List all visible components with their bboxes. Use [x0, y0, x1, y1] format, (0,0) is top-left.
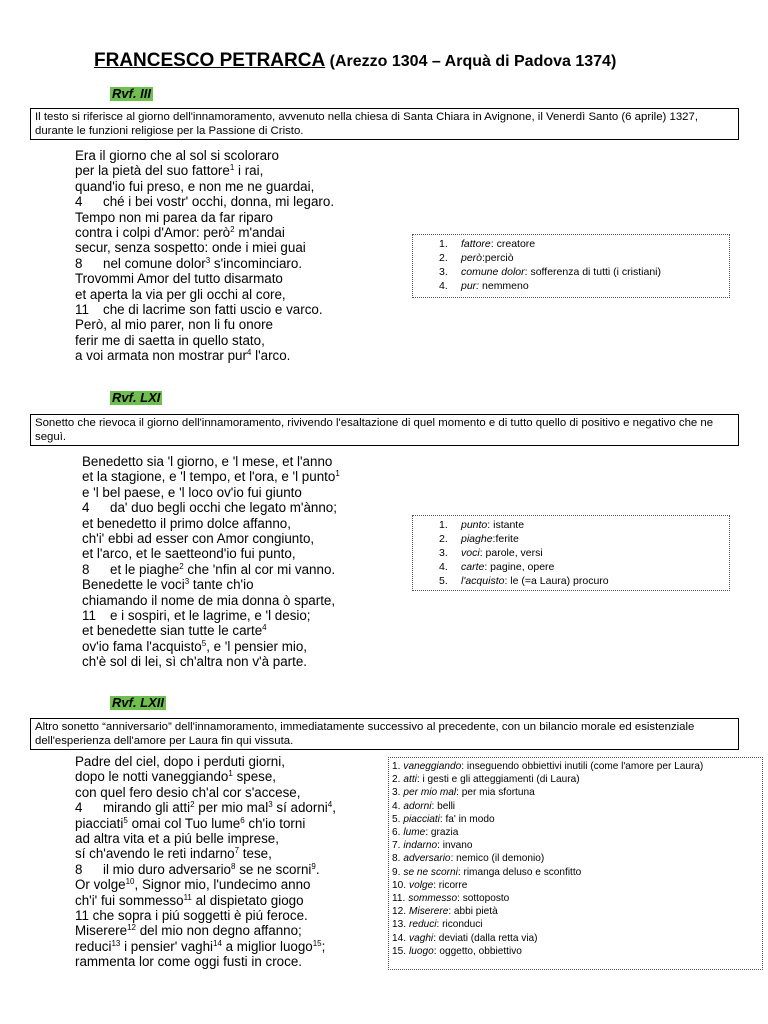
footnote-term: indarno	[403, 840, 438, 852]
section-heading-rvf-lxii: Rvf. LXII	[112, 695, 165, 710]
poem-line	[82, 593, 340, 608]
footnote-ref: 5	[123, 815, 128, 825]
footnote-term: atti	[403, 774, 417, 786]
poem-line	[75, 939, 336, 954]
footnote-term: adorni	[403, 800, 432, 812]
poem-line	[75, 754, 336, 769]
footnote-definition: : pagine, opere	[484, 561, 555, 573]
verse-text: et le piaghe	[110, 561, 180, 577]
verse-text-tail: .	[315, 861, 320, 877]
footnote-number: 12.	[392, 906, 407, 918]
footnote-term: per mio mal	[403, 787, 457, 799]
footnote-item	[439, 574, 729, 588]
footnote-definition: : deviati (dalla retta via)	[433, 932, 538, 944]
footnote-ref: 3	[268, 800, 273, 810]
poem-line	[82, 562, 340, 577]
verse-text-tail: s'incominciaro.	[210, 255, 303, 271]
verse-text-tail: ch'io torni	[244, 815, 306, 831]
verse-number: 4	[75, 194, 83, 210]
footnote-ref: 4	[327, 800, 333, 810]
verse-text: mirando gli atti	[103, 800, 191, 816]
footnote-item	[439, 532, 729, 546]
verse-text: Padre del ciel, dopo i perduti giorni,	[75, 754, 285, 769]
verse-text-tail: i pensier' vaghi	[120, 938, 214, 954]
verse-text: Benedette le voci	[82, 577, 185, 593]
footnote-term: punto	[461, 519, 488, 531]
notes-box-rvf-iii	[412, 234, 730, 298]
poem-line	[82, 531, 340, 546]
footnote-number: 3.	[439, 266, 448, 278]
footnote-ref: 2	[179, 561, 184, 571]
verse-text: e 'l bel paese, e 'l loco ov'io fui giunto	[82, 484, 302, 500]
footnote-term: carte	[461, 561, 485, 573]
section-intro-rvf-lxii: Altro sonetto “anniversario” dell'innamoramento, immediatamente successivo al precedente, con un bilancio morale ed esistenziale dell'esperienza dell'amore per Laura fin qui vissuta.	[30, 718, 739, 750]
verse-text: ché i bei vostr' occhi, donna, mi legaro.	[103, 194, 335, 210]
verse-text: et la stagione, e 'l tempo, et l'ora, e 'l punto	[82, 469, 336, 485]
section-intro-rvf-iii: Il testo si riferisce al giorno dell'innamoramento, avvenuto nella chiesa di Santa Chiara in Avignone, il Venerdì Santo (6 aprile) 1327, durante le funzioni religiose per la Passione di Cristo.	[30, 108, 739, 140]
footnote-definition: : rimanga deluso e sconfitto	[457, 866, 582, 878]
footnote-number: 7.	[392, 840, 401, 852]
verse-text: che di lacrime son fatti uscio e varco.	[103, 302, 323, 318]
poem-line	[82, 608, 340, 623]
verse-text: ch'i' ebbi ad esser con Amor congiunto,	[82, 531, 315, 547]
footnote-definition: : abbi pietà	[448, 906, 498, 918]
footnote-number: 4.	[439, 280, 448, 292]
verse-text: et benedetto il primo dolce affanno,	[82, 515, 291, 531]
verse-text-tail: tante ch'io	[189, 577, 254, 593]
footnote-ref: 2	[230, 225, 235, 235]
footnote-term: piaghe	[461, 533, 493, 545]
footnote-item	[439, 560, 729, 574]
poem-line	[82, 639, 340, 654]
footnote-number: 1.	[392, 761, 401, 772]
verse-text: Trovommi Amor del tutto disarmato	[75, 271, 283, 287]
footnote-number: 13.	[392, 919, 407, 931]
footnote-item	[439, 251, 729, 265]
footnote-ref: 9	[311, 861, 316, 871]
verse-text: con quel fero desio ch'al cor s'accese,	[75, 784, 301, 800]
notes-box-rvf-lxi	[412, 515, 730, 591]
poem-line	[82, 654, 340, 669]
poem-line	[82, 469, 340, 484]
verse-text: rammenta lor come oggi fusti in croce.	[75, 954, 302, 970]
footnote-definition: : oggetto, obbiettivo	[433, 945, 522, 957]
poem-line	[82, 516, 340, 531]
footnote-term: volge	[409, 879, 434, 891]
notes-box-rvf-lxii	[388, 757, 763, 970]
verse-text: Benedetto sia 'l giorno, e 'l mese, et l'anno	[82, 454, 333, 469]
footnote-item	[392, 932, 758, 945]
footnote-item	[392, 892, 758, 905]
footnote-number: 1.	[439, 519, 448, 531]
verse-text: ov'io fama l'acquisto	[82, 638, 202, 654]
footnote-number: 4.	[439, 561, 448, 573]
verse-text: Miserere	[75, 923, 128, 939]
footnote-number: 1.	[439, 238, 448, 250]
poem-line	[82, 485, 340, 500]
footnote-ref: 1	[335, 469, 340, 479]
footnote-number: 15.	[392, 945, 407, 957]
footnote-definition: :ferite	[492, 533, 519, 545]
footnote-term: fattore	[461, 238, 491, 250]
verse-text-tail: sí adorni	[272, 800, 328, 816]
footnote-term: lume	[403, 827, 426, 839]
footnote-definition: : riconduci	[436, 919, 483, 931]
poem-line	[75, 287, 334, 302]
section-heading-rvf-lxi: Rvf. LXI	[112, 390, 161, 405]
footnote-ref: 3	[184, 577, 190, 587]
footnote-definition: : nemico (il demonio)	[450, 853, 545, 865]
footnote-ref: 4	[246, 348, 252, 358]
poem-line	[75, 816, 336, 831]
poem-line	[75, 256, 334, 271]
poem-line	[75, 302, 334, 317]
footnote-item	[439, 546, 729, 560]
page-title	[94, 50, 616, 72]
verse-text-tail: se ne scorni	[235, 861, 312, 877]
poem-line	[75, 163, 334, 178]
verse-text: ch'è sol di lei, sì ch'altra non v'à parte.	[82, 654, 308, 670]
verse-text-tail: omai col Tuo lume	[127, 815, 241, 831]
poem-line	[75, 210, 334, 225]
poem-line	[75, 785, 336, 800]
verse-text: 11 che sopra i piú soggetti è piú feroce.	[75, 908, 308, 924]
verse-text: ch'i' fui sommesso	[75, 892, 184, 908]
poem-line	[82, 577, 340, 592]
footnote-definition: : istante	[487, 519, 525, 531]
footnote-item	[392, 918, 758, 931]
footnote-ref: 1	[229, 163, 235, 173]
poem-line	[75, 271, 334, 286]
verse-text: et aperta la via per gli occhi al core,	[75, 286, 286, 302]
footnote-definition: : inseguendo obbiettivi inutili (come l'amore per Laura)	[461, 761, 704, 772]
poem-line	[82, 500, 340, 515]
footnote-ref: 2	[190, 800, 195, 810]
footnote-number: 2.	[439, 533, 448, 545]
footnote-ref: 4	[262, 623, 267, 633]
footnote-term: piacciati	[403, 813, 440, 825]
footnote-ref: 10	[125, 877, 135, 887]
poem-rvf-lxii	[75, 754, 336, 970]
poem-line	[75, 348, 334, 363]
poem-line	[75, 769, 336, 784]
verse-text-tail: che 'nfin al cor mi vanno.	[183, 561, 336, 577]
verse-text-tail: spese,	[232, 769, 277, 785]
verse-text: secur, senza sospetto: onde i miei guai	[75, 240, 306, 256]
footnote-number: 8.	[392, 853, 401, 865]
verse-text-tail: m'andai	[234, 225, 285, 241]
verse-text-tail: al dispietato giogo	[191, 892, 304, 908]
footnote-definition: : parole, versi	[479, 547, 543, 559]
poem-line	[75, 877, 336, 892]
verse-text: nel comune dolor	[103, 255, 206, 271]
footnote-term: se ne scorni	[403, 866, 458, 878]
footnote-item	[392, 800, 758, 813]
footnote-item	[392, 945, 758, 958]
footnote-term: reduci	[409, 919, 437, 931]
footnote-definition: : invano	[437, 840, 473, 852]
footnote-term: comune dolor	[461, 266, 525, 278]
verse-number: 8	[75, 255, 83, 271]
verse-text: Tempo non mi parea da far riparo	[75, 209, 273, 225]
poem-line	[75, 862, 336, 877]
footnote-definition: : i gesti e gli atteggiamenti (di Laura)	[416, 774, 580, 786]
verse-text: piacciati	[75, 815, 124, 831]
footnote-number: 9.	[392, 866, 401, 878]
footnote-number: 3.	[392, 787, 401, 799]
verse-text-tail: ;	[321, 938, 326, 954]
footnote-ref: 13	[111, 938, 121, 948]
poem-line	[75, 240, 334, 255]
footnote-item	[392, 905, 758, 918]
footnote-number: 4.	[392, 800, 401, 812]
footnote-term: però	[461, 252, 483, 264]
verse-text: e i sospiri, et le lagrime, e 'l desio;	[110, 608, 311, 624]
poem-line	[75, 846, 336, 861]
verse-text: quand'io fui preso, e non me ne guardai,	[75, 178, 315, 194]
footnote-ref: 8	[231, 861, 236, 871]
footnote-number: 2.	[439, 252, 448, 264]
footnote-definition: : belli	[431, 800, 456, 812]
verse-text: Però, al mio parer, non li fu onore	[75, 317, 273, 333]
verse-text: da' duo begli occhi che legato m'ànno;	[110, 500, 337, 516]
footnote-ref: 15	[312, 938, 322, 948]
footnote-definition: : per mia sfortuna	[456, 787, 535, 799]
footnote-item	[392, 786, 758, 799]
footnote-number: 6.	[392, 827, 401, 839]
poem-line	[75, 923, 336, 938]
footnote-term: vaghi	[409, 932, 434, 944]
poem-line	[82, 454, 340, 469]
verse-text: contra i colpi d'Amor: però	[75, 225, 231, 241]
poem-line	[75, 194, 334, 209]
verse-text-tail: tese,	[239, 846, 272, 862]
footnote-ref: 14	[213, 938, 222, 948]
poem-line	[82, 623, 340, 638]
footnote-definition: : fa' in modo	[439, 813, 495, 825]
footnote-number: 14.	[392, 932, 407, 944]
footnote-ref: 5	[201, 638, 207, 648]
poem-line	[75, 831, 336, 846]
footnote-definition: : creatore	[490, 238, 536, 250]
author-name: FRANCESCO PETRARCA	[94, 50, 326, 71]
footnote-item	[392, 879, 758, 892]
verse-text-tail: ,	[332, 800, 336, 816]
footnote-definition: : grazia	[425, 827, 459, 839]
poem-line	[75, 317, 334, 332]
footnote-ref: 11	[183, 892, 192, 902]
footnote-definition: : ricorre	[433, 879, 468, 891]
footnote-term: Miserere	[409, 906, 449, 918]
poem-rvf-lxi	[82, 454, 340, 670]
verse-text: et benedette sian tutte le carte	[82, 623, 263, 639]
verse-text-tail: l'arco.	[251, 348, 291, 364]
footnote-definition: : sottoposto	[457, 893, 510, 905]
verse-text: ferir me di saetta in quello stato,	[75, 332, 265, 348]
footnote-term: l'acquisto	[461, 575, 505, 587]
verse-number: 11	[82, 608, 96, 624]
verse-text: Era il giorno che al sol si scoloraro	[75, 148, 279, 163]
verse-number: 4	[75, 800, 83, 816]
poem-line	[75, 800, 336, 815]
footnote-ref: 1	[228, 769, 233, 779]
footnote-number: 11.	[392, 893, 406, 905]
verse-text-tail: per mio mal	[194, 800, 269, 816]
verse-text-tail: , e 'l pensier mio,	[206, 638, 307, 654]
footnote-definition: : le (=a Laura) procuro	[504, 575, 609, 587]
footnote-term: sommesso	[408, 893, 458, 905]
verse-number: 8	[82, 561, 90, 577]
poem-line	[82, 546, 340, 561]
footnote-term: vaneggiando	[403, 761, 462, 772]
footnote-item	[439, 237, 729, 251]
footnote-definition: :perciò	[482, 252, 514, 264]
author-dates: (Arezzo 1304 – Arquà di Padova 1374)	[329, 53, 617, 70]
footnote-item	[439, 518, 729, 532]
verse-text: per la pietà del suo fattore	[75, 163, 230, 179]
verse-text-tail: a miglior luogo	[221, 938, 313, 954]
footnote-item	[392, 852, 758, 865]
section-intro-rvf-lxi: Sonetto che rievoca il giorno dell'innamoramento, rivivendo l'esaltazione di quel momento e di tutto quello di positivo e negativo che ne seguì.	[30, 414, 739, 446]
verse-text-tail: i rai,	[234, 163, 264, 179]
footnote-ref: 6	[240, 815, 245, 825]
footnote-term: voci	[461, 547, 480, 559]
footnote-term: luogo	[409, 945, 434, 957]
poem-line	[75, 179, 334, 194]
footnote-item	[392, 773, 758, 786]
footnote-ref: 3	[205, 255, 211, 265]
verse-text: et l'arco, et le saetteond'io fui punto,	[82, 546, 296, 562]
poem-line	[75, 908, 336, 923]
verse-number: 8	[75, 861, 83, 877]
verse-text-tail: , Signor mio, l'undecimo anno	[134, 877, 311, 893]
verse-text: a voi armata non mostrar pur	[75, 348, 247, 364]
verse-text: chiamando il nome de mia donna ò sparte,	[82, 592, 336, 608]
verse-number: 4	[82, 500, 90, 516]
footnote-number: 5.	[439, 575, 448, 587]
verse-text: il mio duro adversario	[103, 861, 232, 877]
footnote-definition: nemmeno	[479, 280, 529, 292]
poem-rvf-iii	[75, 148, 334, 364]
verse-text: dopo le notti vaneggiando	[75, 769, 229, 785]
verse-text: Or volge	[75, 877, 126, 893]
poem-line	[75, 954, 336, 969]
footnote-number: 5.	[392, 813, 401, 825]
verse-text-tail: del mio non degno affanno;	[136, 923, 302, 939]
section-heading-rvf-iii: Rvf. III	[112, 86, 152, 101]
footnote-number: 3.	[439, 547, 448, 559]
footnote-item	[439, 279, 729, 293]
footnote-item	[392, 760, 758, 773]
footnote-number: 2.	[392, 774, 401, 786]
poem-line	[75, 148, 334, 163]
footnote-item	[392, 866, 758, 879]
footnote-item	[392, 826, 758, 839]
footnote-item	[392, 813, 758, 826]
footnote-term: pur:	[461, 280, 480, 292]
footnote-term: adversario	[403, 853, 451, 865]
footnote-ref: 7	[234, 846, 240, 856]
verse-text: sí ch'avendo le reti indarno	[75, 846, 235, 862]
footnote-number: 10.	[392, 879, 407, 891]
footnote-definition: : sofferenza di tutti (i cristiani)	[524, 266, 661, 278]
poem-line	[75, 333, 334, 348]
poem-line	[75, 893, 336, 908]
verse-text: ad altra vita et a piú belle imprese,	[75, 831, 279, 847]
poem-line	[75, 225, 334, 240]
footnote-item	[392, 839, 758, 852]
footnote-item	[439, 265, 729, 279]
verse-number: 11	[75, 302, 89, 318]
footnote-ref: 12	[127, 923, 136, 933]
verse-text: reduci	[75, 938, 112, 954]
